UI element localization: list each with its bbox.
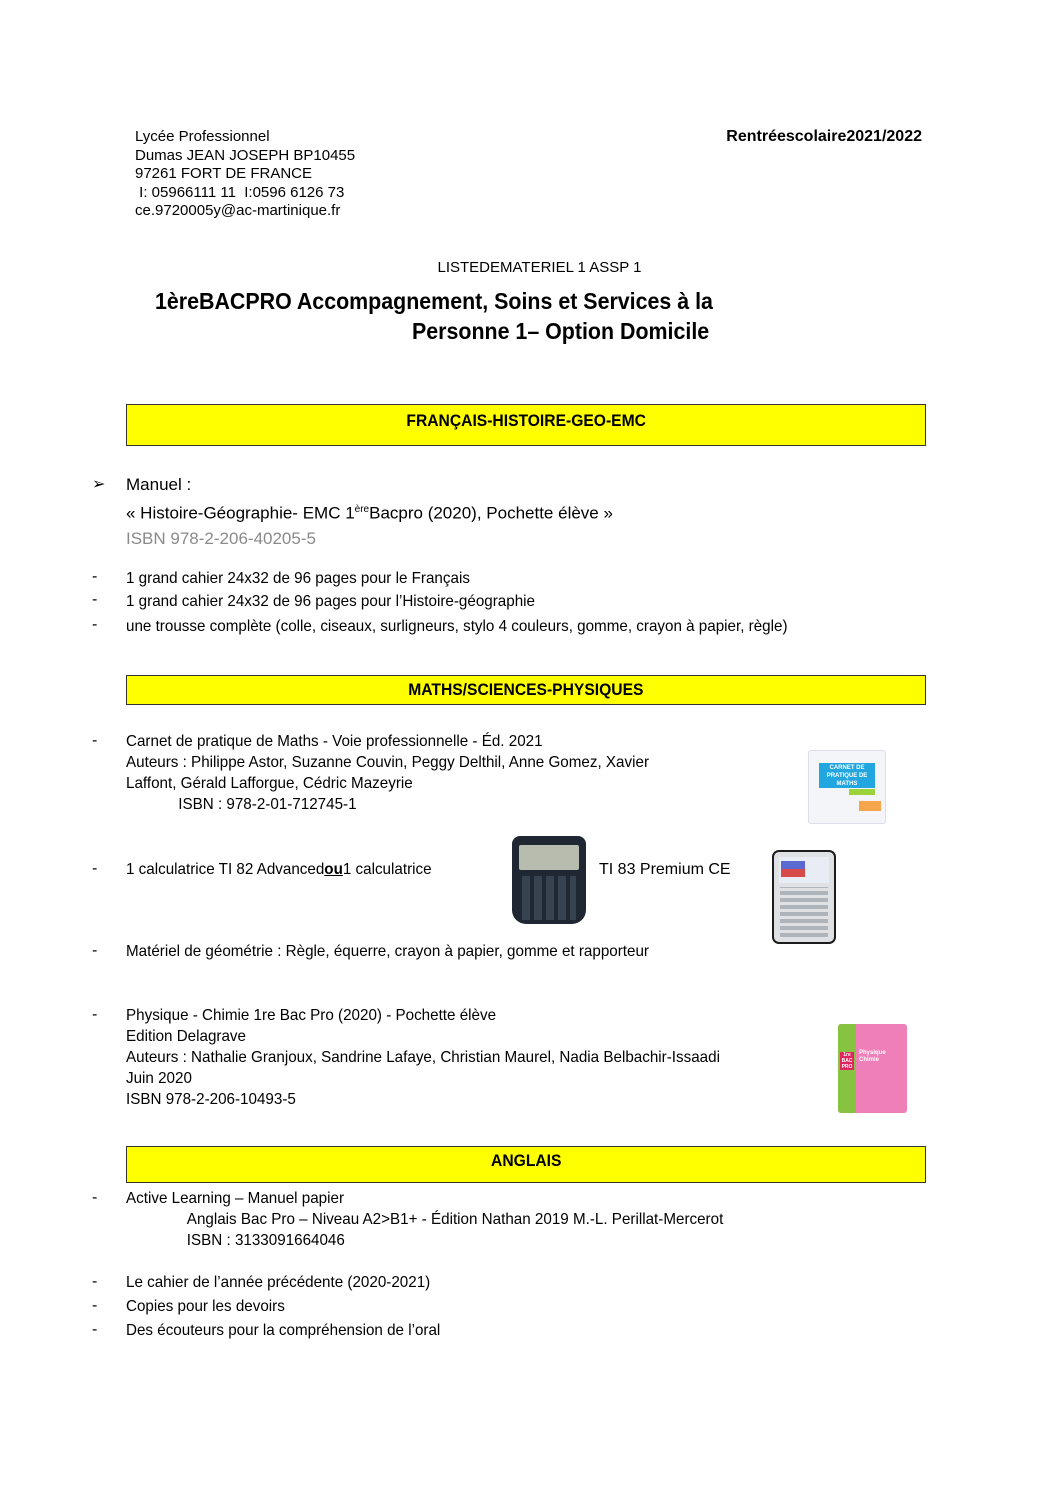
dash-bullet-icon: -	[92, 860, 98, 877]
anglais-book-title: Active Learning – Manuel papier	[126, 1190, 345, 1207]
calculator-screen	[779, 857, 829, 883]
anglais-book-isbn: ISBN : 3133091664046	[186, 1232, 345, 1249]
anglais-book-block	[126, 1188, 755, 1251]
calc-text-post: 1 calculatrice	[342, 861, 432, 878]
list-item	[126, 616, 822, 637]
manuel-title-post: Bacpro (2020), Pochette élève »	[369, 503, 613, 523]
ti82-calculator-image	[512, 836, 586, 924]
section-heading-anglais	[126, 1146, 926, 1183]
manuel-title-pre: « Histoire-Géographie- EMC 1	[126, 503, 355, 523]
dash-bullet-icon: -	[92, 942, 98, 959]
physique-title: Physique - Chimie 1re Bac Pro (2020) - Pochette élève	[126, 1007, 497, 1024]
dash-bullet-icon: -	[92, 616, 98, 633]
carnet-block	[126, 731, 677, 815]
page-title-line1: 1èreBACPRO Accompagnement, Soins et Services à la	[155, 288, 713, 314]
cover-title: Physique Chimie	[859, 1050, 886, 1063]
manuel-title	[126, 497, 613, 526]
school-email[interactable]: ce.9720005y@ac-martinique.fr	[135, 202, 341, 219]
dash-bullet-icon: -	[92, 1006, 98, 1023]
school-city: 97261 FORT DE FRANCE	[135, 165, 313, 182]
calc-text-pre: 1 calculatrice TI 82 Advanced	[126, 861, 325, 878]
page-title-line2: Personne 1– Option Domicile	[412, 318, 710, 344]
dash-bullet-icon: -	[92, 1297, 98, 1314]
list-item	[126, 1320, 457, 1341]
school-name: Lycée Professionnel	[135, 128, 270, 145]
carnet-authors-1: Auteurs : Philippe Astor, Suzanne Couvin, Peggy Delthil, Anne Gomez, Xavier	[126, 754, 650, 771]
dash-bullet-icon: -	[92, 1189, 98, 1206]
carnet-title: Carnet de pratique de Maths - Voie professionnelle - Éd. 2021	[126, 733, 543, 750]
calculator-screen	[519, 845, 579, 870]
physique-date: Juin 2020	[126, 1070, 192, 1087]
list-item-text: 1 grand cahier 24x32 de 96 pages pour l’Histoire-géographie	[126, 593, 535, 610]
section-heading-text: ANGLAIS	[490, 1151, 562, 1170]
physique-authors: Auteurs : Nathalie Granjoux, Sandrine Lafaye, Christian Maurel, Nadia Belbachir-Issaadi	[126, 1049, 720, 1066]
list-item	[126, 591, 557, 612]
calculator-item	[126, 859, 448, 880]
dash-bullet-icon: -	[92, 568, 98, 585]
list-item-text: Des écouteurs pour la compréhension de l’oral	[126, 1322, 441, 1339]
physique-edition: Edition Delagrave	[126, 1028, 246, 1045]
calculator-graph	[781, 861, 805, 877]
list-item-text: Matériel de géométrie : Règle, équerre, crayon à papier, gomme et rapporteur	[126, 943, 649, 960]
cover-decoration	[849, 789, 875, 795]
list-item-text: 1 grand cahier 24x32 de 96 pages pour le Français	[126, 570, 470, 587]
manuel-title-sup: ère	[354, 504, 370, 515]
calc-text-or: ou	[324, 861, 343, 878]
cover-decoration	[859, 801, 881, 811]
school-phone: I: 05966111 11 I:0596 6126 73	[135, 183, 345, 201]
list-item-text: une trousse complète (colle, ciseaux, surligneurs, stylo 4 couleurs, gomme, crayon à papier, règle)	[126, 618, 788, 635]
physique-isbn: ISBN 978-2-206-10493-5	[126, 1091, 296, 1108]
manuel-label: Manuel :	[126, 475, 192, 494]
dash-bullet-icon: -	[92, 732, 98, 749]
cover-bac-label: 1re BAC PRO	[841, 1052, 853, 1070]
carnet-isbn: ISBN : 978-2-01-712745-1	[178, 796, 357, 813]
carnet-cover-title: CARNET DE PRATIQUE DE MATHS	[819, 763, 875, 788]
section-heading-text: FRANÇAIS-HISTOIRE-GEO-EMC	[406, 411, 646, 430]
dash-bullet-icon: -	[92, 1273, 98, 1290]
section-heading-text: MATHS/SCIENCES-PHYSIQUES	[408, 680, 644, 699]
calc-model-2: TI 83 Premium CE	[599, 861, 731, 878]
anglais-book-details: Anglais Bac Pro – Niveau A2>B1+ - Édition Nathan 2019 M.-L. Perillat-Mercerot	[186, 1211, 724, 1228]
list-header: LISTEDEMATERIEL 1 ASSP 1	[437, 259, 642, 276]
list-item	[126, 1272, 446, 1293]
school-address	[135, 128, 355, 221]
list-item	[126, 1296, 293, 1317]
section-heading-maths	[126, 675, 926, 705]
list-item-text: Le cahier de l’année précédente (2020-2021)	[126, 1274, 431, 1291]
section-heading-francais	[126, 404, 926, 446]
manuel-isbn: ISBN 978-2-206-40205-5	[126, 528, 316, 548]
manuel-block	[126, 472, 613, 551]
calculator-keypad	[780, 887, 828, 937]
carnet-cover-image	[808, 750, 886, 824]
calculator-keypad	[522, 876, 576, 920]
dash-bullet-icon: -	[92, 1321, 98, 1338]
ti83-calculator-image	[772, 850, 836, 944]
physique-cover-image	[838, 1024, 907, 1113]
list-item	[126, 568, 488, 589]
physique-block	[126, 1005, 751, 1110]
dash-bullet-icon: -	[92, 591, 98, 608]
school-street: Dumas JEAN JOSEPH BP10455	[135, 146, 356, 164]
list-item	[126, 941, 677, 962]
carnet-authors-2: Laffont, Gérald Lafforgue, Cédric Mazeyrie	[126, 775, 413, 792]
arrow-bullet-icon: ➢	[92, 476, 106, 493]
list-item-text: Copies pour les devoirs	[126, 1298, 285, 1315]
school-year: Rentréescolaire2021/2022	[726, 128, 922, 145]
